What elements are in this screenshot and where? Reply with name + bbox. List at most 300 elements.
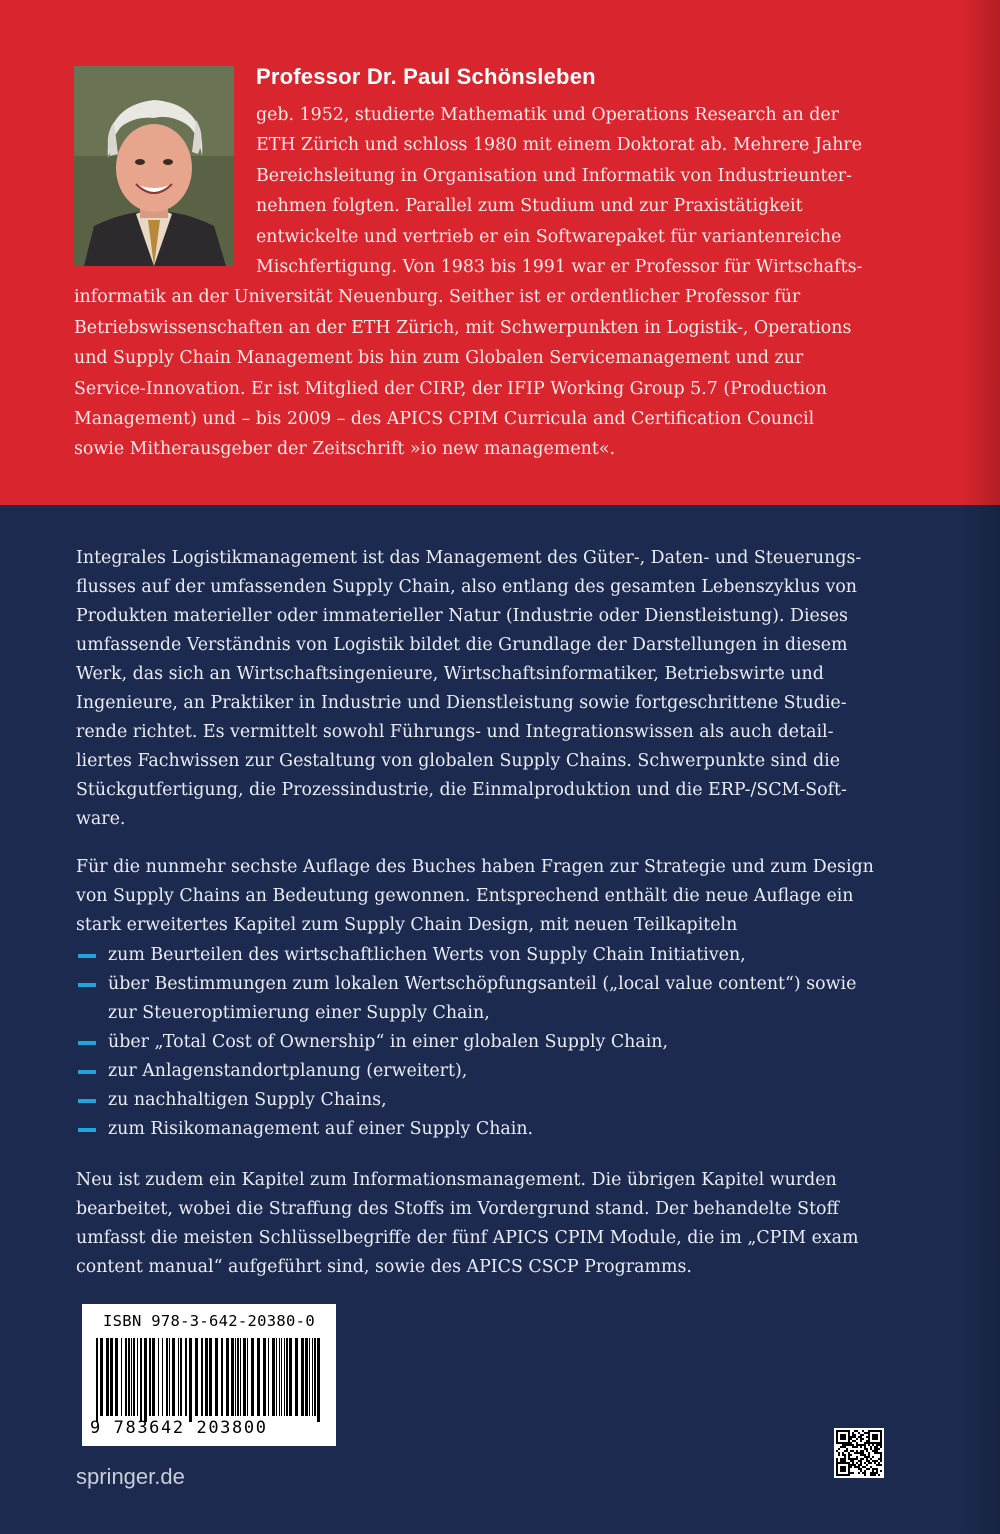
qr-module (850, 1454, 852, 1456)
qr-module (836, 1458, 838, 1460)
barcode-bar (100, 1338, 103, 1416)
qr-module (870, 1448, 872, 1450)
qr-module (872, 1434, 878, 1440)
publisher-website: springer.de (76, 1464, 185, 1489)
barcode-bar (221, 1338, 223, 1416)
qr-module (866, 1458, 868, 1460)
qr-module (868, 1462, 870, 1464)
qr-module (860, 1468, 862, 1470)
qr-module (874, 1448, 876, 1450)
qr-module (860, 1434, 862, 1436)
qr-module (872, 1456, 874, 1458)
qr-module (860, 1462, 862, 1464)
qr-module (858, 1436, 860, 1438)
qr-module (878, 1458, 880, 1460)
qr-module (864, 1456, 866, 1458)
qr-module (838, 1448, 840, 1450)
bullet-dash-icon (78, 1070, 96, 1074)
qr-module (862, 1472, 864, 1474)
paragraph-line: Ingenieure, an Praktiker in Industrie und Dienstleistung sowie fortgeschrittene Studie- (76, 693, 847, 713)
bio-line: Service-Innovation. Er ist Mitglied der CIRP, der IFIP Working Group 5.7 (Production (74, 378, 827, 399)
qr-module (862, 1452, 864, 1454)
barcode-bar (121, 1338, 122, 1416)
bio-line: entwickelte und vertrieb er ein Softwarepaket für variantenreiche (256, 226, 842, 247)
qr-module (852, 1436, 854, 1438)
qr-module (850, 1464, 852, 1466)
qr-module (842, 1446, 844, 1448)
qr-module (876, 1444, 878, 1446)
ean-digits: 9 783642 203800 (90, 1418, 268, 1438)
paragraph-line: liertes Fachwissen zur Gestaltung von globalen Supply Chains. Schwerpunkte sind die (76, 751, 840, 771)
bio-line: Betriebswissenschaften an der ETH Zürich, mit Schwerpunkten in Logistik-, Operations (74, 317, 852, 338)
qr-module (880, 1458, 882, 1460)
qr-module (856, 1430, 858, 1432)
barcode-bar (314, 1338, 316, 1416)
qr-module (872, 1474, 874, 1476)
qr-module (860, 1470, 862, 1472)
qr-module (854, 1464, 856, 1466)
barcode-bar (96, 1338, 98, 1422)
qr-module (864, 1462, 866, 1464)
paragraph-line: Neu ist zudem ein Kapitel zum Informationsmanagement. Die übrigen Kapitel wurden (76, 1170, 837, 1190)
qr-module (858, 1464, 860, 1466)
barcode-bar (240, 1338, 241, 1416)
bio-line: Mischfertigung. Von 1983 bis 1991 war er Professor für Wirtschafts- (256, 257, 863, 278)
qr-module (862, 1438, 864, 1440)
qr-module (864, 1454, 866, 1456)
barcode-bar (128, 1338, 130, 1416)
qr-module (866, 1450, 868, 1452)
barcode-bar (172, 1338, 175, 1416)
qr-module (860, 1454, 862, 1456)
description-paragraph-3 (76, 1166, 859, 1282)
paragraph-line: flusses auf der umfassenden Supply Chain, also entlang des gesamten Lebenszyklus von (76, 577, 858, 597)
qr-module (880, 1446, 882, 1448)
qr-module (878, 1462, 880, 1464)
barcode-bar (115, 1338, 118, 1416)
qr-module (874, 1474, 876, 1476)
qr-module (876, 1450, 878, 1452)
qr-module (846, 1448, 848, 1450)
qr-module (880, 1464, 882, 1466)
qr-module (876, 1460, 878, 1462)
qr-module (874, 1446, 876, 1448)
qr-module (854, 1434, 856, 1436)
qr-module (856, 1466, 858, 1468)
qr-module (872, 1444, 874, 1446)
paragraph-line: rende richtet. Es vermittelt sowohl Führungs- und Integrationswissen als auch detail- (76, 722, 834, 742)
qr-module (874, 1472, 876, 1474)
qr-module (844, 1460, 846, 1462)
qr-module (858, 1432, 860, 1434)
qr-module (858, 1466, 860, 1468)
qr-module (848, 1454, 850, 1456)
list-item (76, 970, 866, 1028)
qr-module (866, 1442, 868, 1444)
bullet-text: über Bestimmungen zum lokalen Wertschöpfungsanteil („local value content“) sowie (108, 974, 857, 994)
bio-line: Bereichsleitung in Organisation und Informatik von Industrieunter- (256, 165, 852, 186)
qr-module (870, 1446, 872, 1448)
barcode-bar (312, 1338, 313, 1416)
qr-module (878, 1444, 880, 1446)
qr-module (862, 1458, 864, 1460)
qr-module (860, 1464, 862, 1466)
qr-module (852, 1464, 854, 1466)
qr-module (864, 1446, 866, 1448)
qr-module (856, 1444, 858, 1446)
barcode-bar (281, 1338, 282, 1416)
qr-module (840, 1460, 842, 1462)
qr-module (874, 1460, 876, 1462)
qr-module (858, 1444, 860, 1446)
qr-module (856, 1462, 858, 1464)
bio-line: sowie Mitherausgeber der Zeitschrift »io new management«. (74, 439, 615, 460)
qr-module (840, 1446, 842, 1448)
barcode-bar (272, 1338, 275, 1416)
chapter-bullet-list (76, 941, 866, 1144)
qr-module (868, 1460, 870, 1462)
qr-module (864, 1442, 866, 1444)
qr-module (870, 1472, 872, 1474)
qr-module (848, 1458, 850, 1460)
barcode-bar (209, 1338, 212, 1416)
qr-module (852, 1472, 854, 1474)
qr-module (854, 1458, 856, 1460)
qr-module (878, 1452, 880, 1454)
qr-module (850, 1460, 852, 1462)
qr-module (860, 1436, 862, 1438)
qr-module (852, 1444, 854, 1446)
qr-module (858, 1452, 860, 1454)
qr-module (868, 1452, 870, 1454)
qr-module (838, 1452, 840, 1454)
qr-module (836, 1460, 838, 1462)
qr-module (868, 1468, 870, 1470)
qr-module (876, 1464, 878, 1466)
list-item (76, 1115, 866, 1144)
qr-module (856, 1446, 858, 1448)
description-paragraph-2 (76, 853, 874, 940)
description-paragraph-1 (76, 544, 862, 834)
bio-line: Management) und – bis 2009 – des APICS CPIM Curricula and Certification Council (74, 409, 815, 430)
qr-module (854, 1430, 856, 1432)
qr-module (850, 1458, 852, 1460)
qr-module (856, 1442, 858, 1444)
qr-module (880, 1460, 882, 1462)
paragraph-line: Für die nunmehr sechste Auflage des Buches haben Fragen zur Strategie und zum Design (76, 857, 874, 877)
qr-module (846, 1444, 848, 1446)
barcode-bar (309, 1338, 310, 1416)
barcode-bar (140, 1338, 142, 1422)
qr-module (844, 1446, 846, 1448)
qr-module (852, 1460, 854, 1462)
paragraph-line: content manual“ aufgeführt sind, sowie des APICS CSCP Programms. (76, 1257, 692, 1277)
spine-edge (960, 0, 1000, 1534)
paragraph-line: ware. (76, 809, 126, 829)
qr-module (844, 1458, 846, 1460)
qr-module (838, 1454, 840, 1456)
qr-module (860, 1452, 862, 1454)
bullet-dash-icon (78, 1041, 96, 1045)
barcode-bar (235, 1338, 236, 1416)
barcode-bar (231, 1338, 234, 1416)
qr-module (860, 1458, 862, 1460)
qr-module (850, 1466, 852, 1468)
barcode-bar (226, 1338, 229, 1416)
barcode-bar (201, 1338, 203, 1416)
author-bio (74, 100, 863, 465)
qr-module (856, 1456, 858, 1458)
barcode-bar (144, 1338, 147, 1422)
qr-code (834, 1428, 884, 1478)
barcode-bar (268, 1338, 269, 1416)
qr-module (866, 1436, 868, 1438)
barcode-bar (295, 1338, 298, 1416)
qr-module (848, 1456, 850, 1458)
qr-module (856, 1458, 858, 1460)
qr-module (850, 1436, 852, 1438)
qr-module (840, 1458, 842, 1460)
barcode-bar (243, 1338, 246, 1416)
paragraph-line: bearbeitet, wobei die Straffung des Stoffs im Vordergrund stand. Der behandelte Stoff (76, 1199, 839, 1219)
barcode-bar (106, 1338, 109, 1416)
qr-module (862, 1466, 864, 1468)
barcode-bar (166, 1338, 168, 1416)
qr-module (862, 1444, 864, 1446)
barcode-bar (263, 1338, 266, 1416)
barcode-bar (137, 1338, 138, 1416)
qr-module (862, 1450, 864, 1452)
qr-module (852, 1440, 854, 1442)
barcode-bar (279, 1338, 280, 1416)
qr-module (876, 1452, 878, 1454)
qr-module (872, 1460, 874, 1462)
barcode-bar (131, 1338, 132, 1416)
list-item (76, 1086, 866, 1115)
qr-module (844, 1456, 846, 1458)
paragraph-line: umfassende Verständnis von Logistik bildet die Grundlage der Darstellungen in diesem (76, 635, 848, 655)
qr-module (852, 1450, 854, 1452)
bullet-dash-icon (78, 954, 96, 958)
barcode-bar (158, 1338, 159, 1416)
qr-module (842, 1460, 844, 1462)
qr-module (866, 1440, 868, 1442)
barcode-bar (237, 1338, 239, 1416)
qr-module (876, 1470, 878, 1472)
qr-module (850, 1438, 852, 1440)
qr-module (854, 1446, 856, 1448)
qr-module (866, 1448, 868, 1450)
paragraph-line: von Supply Chains an Bedeutung gewonnen. Entsprechend enthält die neue Auflage ein (76, 886, 854, 906)
barcode-bar (125, 1338, 127, 1416)
qr-module (852, 1462, 854, 1464)
barcode-bar (162, 1338, 163, 1416)
qr-module (840, 1466, 846, 1472)
qr-module (860, 1440, 862, 1442)
barcode-bar (149, 1338, 151, 1416)
qr-module (878, 1448, 880, 1450)
qr-module (852, 1458, 854, 1460)
barcode-bar (133, 1338, 135, 1416)
barcode-bar (286, 1338, 288, 1416)
qr-module (848, 1452, 850, 1454)
paragraph-line: umfasst die meisten Schlüsselbegriffe der fünf APICS CPIM Module, die im „CPIM exam (76, 1228, 859, 1248)
barcode-bar (189, 1338, 192, 1422)
qr-module (874, 1450, 876, 1452)
qr-module (866, 1460, 868, 1462)
bio-line: informatik an der Universität Neuenburg. Seither ist er ordentlicher Professor für (74, 287, 801, 308)
qr-module (850, 1444, 852, 1446)
barcode-bar (178, 1338, 179, 1416)
qr-module (844, 1454, 846, 1456)
paragraph-line: Integrales Logistikmanagement ist das Management des Güter-, Daten- und Steuerungs- (76, 548, 862, 568)
bio-line: ETH Zürich und schloss 1980 mit einem Doktorat ab. Mehrere Jahre (256, 135, 863, 156)
isbn-barcode (82, 1304, 336, 1446)
list-item (76, 1028, 866, 1057)
qr-module (856, 1438, 858, 1440)
qr-module (870, 1474, 872, 1476)
qr-module (880, 1452, 882, 1454)
qr-module (868, 1444, 870, 1446)
author-name: Professor Dr. Paul Schönsleben (256, 64, 596, 89)
qr-module (864, 1432, 866, 1434)
qr-module (850, 1472, 852, 1474)
barcode-bar (247, 1338, 248, 1416)
qr-module (850, 1450, 852, 1452)
qr-module (840, 1434, 846, 1440)
paragraph-line: Stückgutfertigung, die Prozessindustrie, die Einmalproduktion und die ERP-/SCM-Soft- (76, 780, 847, 800)
qr-module (858, 1468, 860, 1470)
qr-module (852, 1434, 854, 1436)
qr-module (864, 1470, 866, 1472)
qr-module (864, 1448, 866, 1450)
qr-module (874, 1468, 876, 1470)
barcode-bar (289, 1338, 292, 1416)
qr-module (870, 1466, 872, 1468)
barcode-bar (251, 1338, 254, 1416)
barcode-bar (180, 1338, 182, 1416)
qr-module (844, 1450, 846, 1452)
qr-module (846, 1450, 848, 1452)
bullet-text: zur Steueroptimierung einer Supply Chain, (108, 1003, 490, 1023)
qr-module (866, 1468, 868, 1470)
bullet-text: zum Beurteilen des wirtschaftlichen Werts von Supply Chain Initiativen, (108, 945, 746, 965)
qr-module (860, 1438, 862, 1440)
qr-module (876, 1448, 878, 1450)
qr-module (854, 1452, 856, 1454)
qr-module (870, 1462, 872, 1464)
qr-module (870, 1458, 872, 1460)
qr-module (860, 1450, 862, 1452)
qr-module (864, 1472, 866, 1474)
barcode-bar (317, 1338, 320, 1422)
qr-module (842, 1444, 844, 1446)
bullet-text: zu nachhaltigen Supply Chains, (108, 1090, 387, 1110)
paragraph-line: Produkten materieller oder immaterieller Natur (Industrie oder Dienstleistung). Dieses (76, 606, 848, 626)
qr-module (856, 1450, 858, 1452)
qr-module (852, 1432, 854, 1434)
qr-module (858, 1472, 860, 1474)
qr-module (880, 1456, 882, 1458)
qr-module (862, 1430, 864, 1432)
bullet-text: über „Total Cost of Ownership“ in einer globalen Supply Chain, (108, 1032, 669, 1052)
bullet-text: zum Risikomanagement auf einer Supply Chain. (108, 1119, 534, 1139)
paragraph-line: Werk, das sich an Wirtschaftsingenieure, Wirtschaftsinformatiker, Betriebswirte und (76, 664, 824, 684)
qr-module (864, 1474, 866, 1476)
qr-module (842, 1458, 844, 1460)
bio-line: und Supply Chain Management bis hin zum Globalen Servicemanagement und zur (74, 348, 804, 369)
barcode-bars (96, 1338, 322, 1422)
paragraph-line: stark erweitertes Kapitel zum Supply Chain Design, mit neuen Teilkapiteln (76, 915, 738, 935)
qr-module (876, 1468, 878, 1470)
qr-module (876, 1446, 878, 1448)
qr-module (854, 1466, 856, 1468)
qr-module (862, 1454, 864, 1456)
qr-module (880, 1454, 882, 1456)
barcode-bar (305, 1338, 308, 1416)
qr-module (868, 1456, 870, 1458)
barcode-bar (301, 1338, 304, 1416)
qr-module (858, 1460, 860, 1462)
qr-module (850, 1442, 852, 1444)
bio-line: nehmen folgten. Parallel zum Studium und zur Praxistätigkeit (256, 196, 803, 217)
qr-module (842, 1452, 844, 1454)
qr-module (842, 1454, 844, 1456)
qr-module (844, 1444, 846, 1446)
list-item (76, 941, 866, 970)
barcode-bar (185, 1338, 187, 1416)
qr-module (874, 1452, 876, 1454)
qr-module (860, 1446, 862, 1448)
qr-module (866, 1456, 868, 1458)
qr-module (862, 1434, 864, 1436)
qr-module (854, 1436, 856, 1438)
bullet-dash-icon (78, 983, 96, 987)
bio-line: geb. 1952, studierte Mathematik und Operations Research an der (256, 105, 839, 125)
qr-module (880, 1444, 882, 1446)
qr-module (876, 1472, 878, 1474)
qr-module (866, 1464, 868, 1466)
barcode-bar (169, 1338, 170, 1416)
bullet-dash-icon (78, 1128, 96, 1132)
barcode-bar (215, 1338, 218, 1416)
qr-module (868, 1454, 870, 1456)
qr-module (872, 1472, 874, 1474)
barcode-bar (257, 1338, 260, 1416)
barcode-bar (276, 1338, 277, 1416)
qr-module (852, 1446, 854, 1448)
qr-module (878, 1464, 880, 1466)
qr-module (860, 1444, 862, 1446)
qr-module (878, 1474, 880, 1476)
barcode-bar (284, 1338, 285, 1416)
barcode-bar (152, 1338, 155, 1416)
qr-module (866, 1432, 868, 1434)
isbn-label: ISBN 978-3-642-20380-0 (103, 1312, 315, 1330)
qr-module (856, 1452, 858, 1454)
qr-module (864, 1444, 866, 1446)
barcode-bar (205, 1338, 208, 1416)
qr-module (854, 1440, 856, 1442)
barcode-bar (110, 1338, 113, 1416)
qr-module (848, 1444, 850, 1446)
qr-module (860, 1460, 862, 1462)
qr-module (880, 1470, 882, 1472)
bullet-text: zur Anlagenstandortplanung (erweitert), (108, 1061, 468, 1081)
qr-module (864, 1466, 866, 1468)
qr-module (872, 1470, 874, 1472)
qr-module (872, 1450, 874, 1452)
